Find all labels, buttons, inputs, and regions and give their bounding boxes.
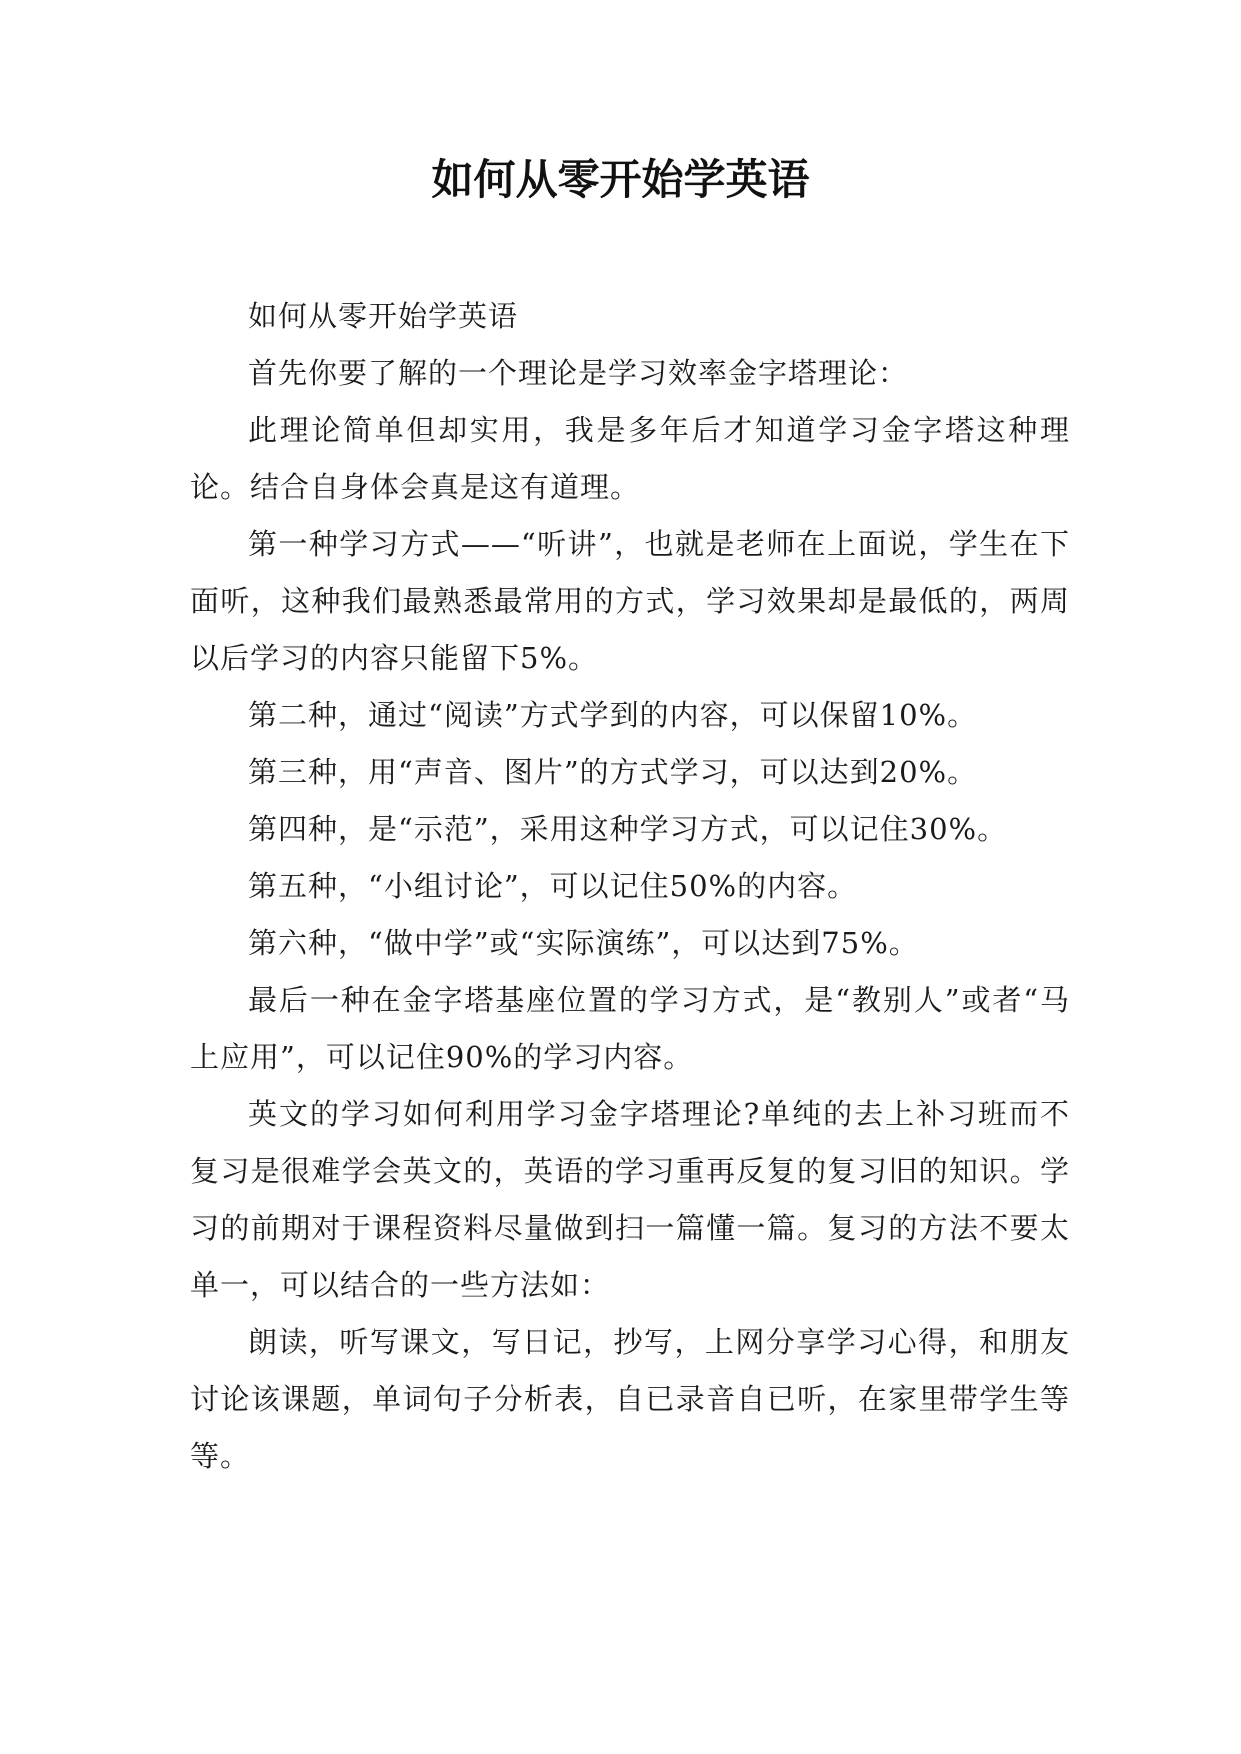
paragraph: 第一种学习方式——“听讲”，也就是老师在上面说，学生在下面听，这种我们最熟悉最常用的方式，学习效果却是最低的，两周以后学习的内容只能留下5%。 [190, 527, 1070, 675]
document-title: 如何从零开始学英语 [431, 155, 810, 204]
paragraph: 最后一种在金字塔基座位置的学习方式，是“教别人”或者“马上应用”，可以记住90%的学习内容。 [190, 983, 1070, 1074]
paragraph: 第六种，“做中学”或“实际演练”，可以达到75%。 [248, 926, 919, 960]
paragraph: 朗读，听写课文，写日记，抄写，上网分享学习心得，和朋友讨论该课题，单词句子分析表，自已录音自已听，在家里带学生等等。 [190, 1325, 1070, 1473]
paragraph: 如何从零开始学英语 [248, 299, 519, 333]
paragraph: 此理论简单但却实用，我是多年后才知道学习金字塔这种理论。结合自身体会真是这有道理。 [190, 413, 1070, 504]
paragraph: 第四种，是“示范”，采用这种学习方式，可以记住30%。 [248, 812, 1008, 846]
paragraph: 第五种，“小组讨论”，可以记住50%的内容。 [248, 869, 858, 903]
paragraph: 第三种，用“声音、图片”的方式学习，可以达到20%。 [248, 755, 978, 789]
document-body [190, 288, 1070, 1485]
paragraph: 第二种，通过“阅读”方式学到的内容，可以保留10%。 [248, 698, 978, 732]
paragraph: 英文的学习如何利用学习金字塔理论?单纯的去上补习班而不复习是很难学会英文的，英语的学习重再反复的复习旧的知识。学习的前期对于课程资料尽量做到扫一篇懂一篇。复习的方法不要太单一，可以结合的一些方法如： [190, 1097, 1070, 1302]
paragraph: 首先你要了解的一个理论是学习效率金字塔理论： [248, 356, 909, 390]
